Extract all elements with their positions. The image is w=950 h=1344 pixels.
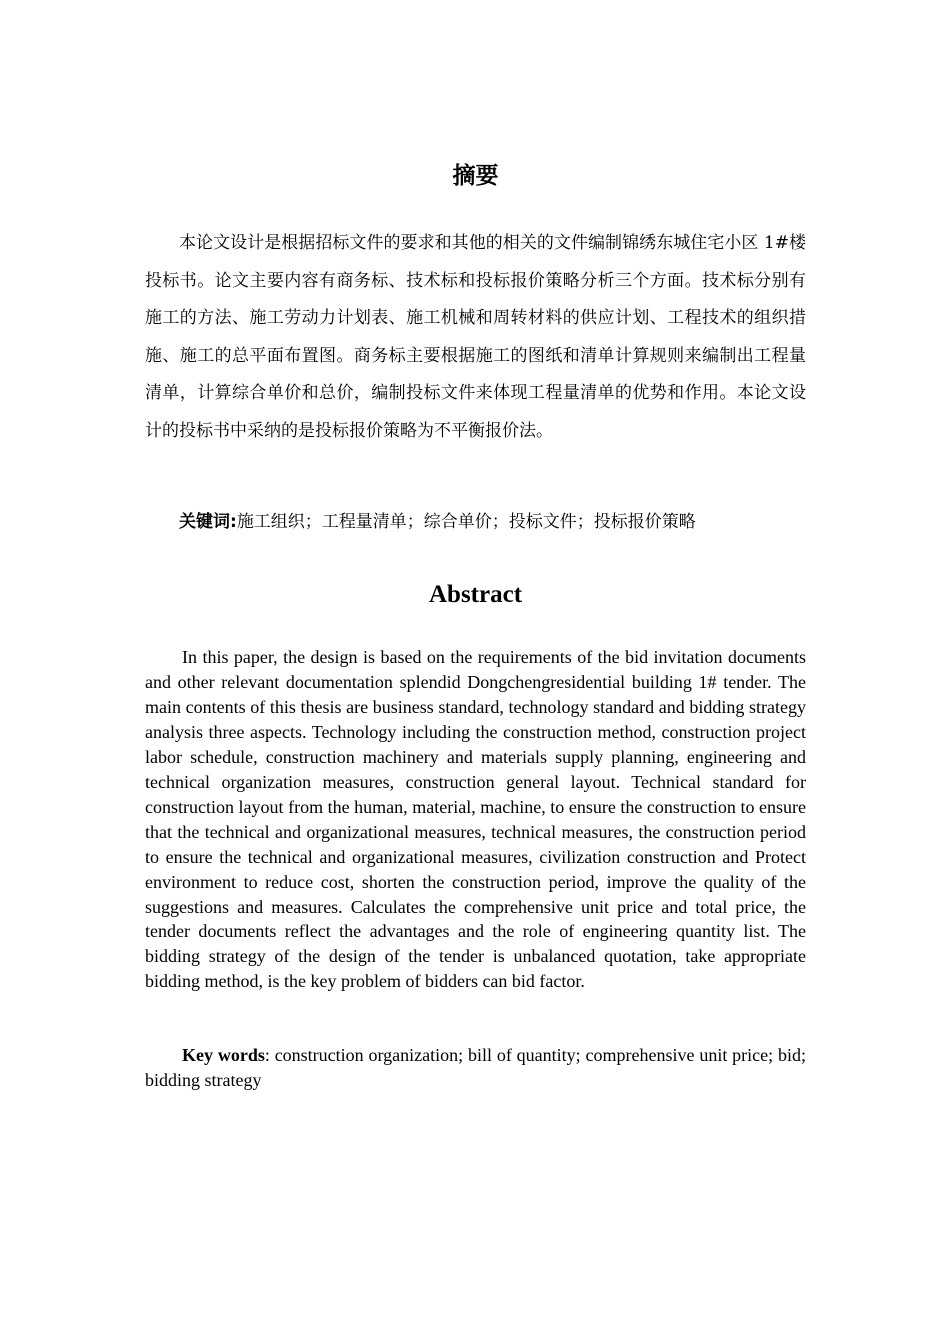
english-abstract-title: Abstract [428, 581, 523, 608]
chinese-abstract-text: 本论文设计是根据招标文件的要求和其他的相关的文件编制锦绣东城住宅小区 1#楼投标书。论文主要内容有商务标、技术标和投标报价策略分析三个方面。技术标分别有施工的方法、施工劳动力计划表、施工机械和周转材料的供应计划、工程技术的组织措施、施工的总平面布置图。商务标主要根据施工的图纸和清单计算规则来编制出工程量清单，计算综合单价和总价，编制投标文件来体现工程量清单的优势和作用。本论文设计的投标书中采纳的是投标报价策略为不平衡报价法。 [145, 233, 806, 441]
chinese-keywords [145, 505, 806, 539]
chinese-abstract-title: 摘要 [452, 163, 499, 189]
english-abstract-text: In this paper, the design is based on the requirements of the bid invitation documents and other relevant documentation splendid Dongchengresidential building 1# tender. The main contents of this thesis are business standard, technology standard and bidding strategy analysis three aspects. Technology including the construction method, construction project labor schedule, construction machinery and materials supply planning, engineering and technical organization measures, construction general layout. Technical standard for construction layout from the human, material, machine, to ensure the construction to ensure that the technical and organizational measures, technical measures, the construction period to ensure the technical and organizational measures, civilization construction and Protect environment to reduce cost, shorten the construction period, improve the quality of the suggestions and measures. Calculates the comprehensive unit price and total price, the tender documents reflect the advantages and the role of engineering quantity list. The bidding strategy of the design of the tender is unbalanced quotation, take appropriate bidding method, is the key problem of bidders can bid factor. [145, 647, 806, 992]
english-keywords-text: : construction organization; bill of quantity; comprehensive unit price; bid; bidding strategy [145, 1045, 806, 1090]
chinese-keywords-label: 关键词: [179, 512, 237, 532]
english-keywords-label: Key words [182, 1045, 265, 1065]
english-keywords [145, 1043, 806, 1093]
chinese-keywords-text: 施工组织；工程量清单；综合单价；投标文件；投标报价策略 [236, 512, 696, 532]
